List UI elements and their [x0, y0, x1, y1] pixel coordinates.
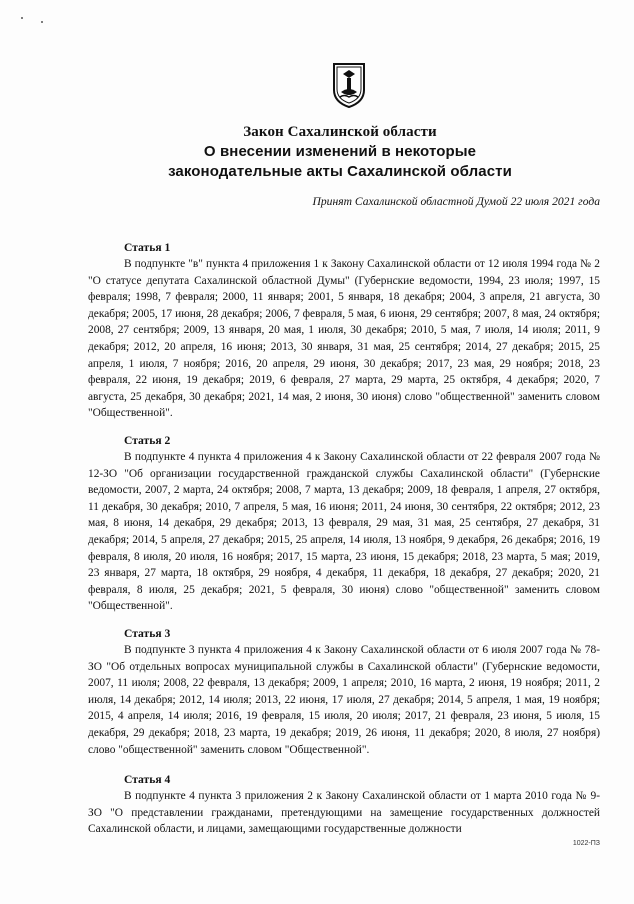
- article-text: В подпункте 4 пункта 4 приложения 4 к Закону Сахалинской области от 22 февраля 2007 года № 12-ЗО "Об организации государственной гражданской службы Сахалинской области" (Губернские ведомости, 2007, 2 марта, 24 октября; 2008, 7 марта, 13 декабря; 2009, 18 февраля, 1 апреля, 27 октября, 11 декабря, 30 декабря; 2010, 7 апреля, 5 мая, 16 июня; 2011, 24 июня, 30 сентября, 22 октября; 2012, 23 мая, 8 июня, 14 декабря, 29 декабря; 2013, 13 февраля, 29 мая, 31 мая, 25 сентября, 27 декабря, 31 декабря; 2014, 5 апреля, 27 декабря; 2015, 25 апреля, 14 июля, 13 ноября, 9 декабря, 26 декабря; 2016, 19 февраля, 8 июля, 20 июля, 16 ноября; 2017, 15 марта, 23 июня, 15 декабря; 2018, 23 марта, 5 мая; 2019, 23 января, 27 марта, 18 октября, 29 ноября, 4 декабря, 11 декабря, 18 декабря, 27 декабря; 2020, 21 февраля, 8 июля, 25 декабря; 2021, 5 февраля, 30 июня) слово "общественной" заменить словом "Общественной".: [88, 451, 600, 613]
- article-1: [88, 240, 600, 422]
- article-text: В подпункте 3 пункта 4 приложения 4 к Закону Сахалинской области от 6 июля 2007 года № 78-ЗО "Об отдельных вопросах муниципальной службы в Сахалинской области" (Губернские ведомости, 2007, 11 июля; 2008, 22 февраля, 13 декабря; 2009, 1 апреля; 2010, 16 марта, 2 июня, 19 ноября; 2011, 2 июля, 14 декабря; 2012, 14 июля; 2013, 22 июня, 17 июля, 27 декабря; 2014, 5 апреля, 1 мая, 19 ноября; 2015, 4 апреля, 14 июля; 2016, 19 февраля, 15 июля, 20 июля; 2017, 21 февраля, 23 июня, 5 июля, 15 декабря, 29 декабря; 2018, 23 марта, 19 декабря; 2019, 26 июня, 11 декабря; 2020, 8 июля, 27 ноября) слово "общественной" заменить словом "Общественной".: [88, 644, 600, 756]
- article-heading: Статья 1: [124, 241, 171, 254]
- article-text: В подпункте 4 пункта 3 приложения 2 к Закону Сахалинской области от 1 марта 2010 года № 9-ЗО "О представлении гражданами, претендующими на замещение государственных должностей Сахалинской области, и лицами, замещающими государственные должности: [88, 790, 600, 836]
- article-heading: Статья 2: [124, 434, 171, 447]
- adoption-note: Принят Сахалинской областной Думой 22 июля 2021 года: [312, 195, 600, 208]
- scan-speck: [41, 21, 43, 23]
- sakhalin-coat-of-arms-icon: [332, 62, 366, 108]
- article-4: [88, 772, 600, 838]
- article-heading: Статья 4: [124, 773, 171, 786]
- article-3: [88, 626, 600, 758]
- law-subtitle-line1: О внесении изменений в некоторые: [203, 143, 477, 160]
- document-code: 1022-ПЗ: [572, 840, 600, 847]
- scan-speck: [21, 17, 23, 19]
- article-heading: Статья 3: [124, 627, 171, 640]
- law-title: Закон Сахалинской области: [243, 124, 437, 140]
- article-text: В подпункте "в" пункта 4 приложения 1 к Закону Сахалинской области от 12 июля 1994 года № 2 "О статусе депутата Сахалинской областной Думы" (Губернские ведомости, 1994, 23 июля; 1997, 15 февраля; 1998, 7 февраля; 2000, 11 января; 2001, 5 января, 18 декабря; 2004, 3 апреля, 21 августа, 30 декабря; 2005, 17 июня, 28 декабря; 2006, 7 февраля, 5 мая, 6 июня, 29 сентября; 2007, 8 мая, 24 октября; 2008, 27 сентября; 2009, 13 января, 20 мая, 1 июля, 30 декабря; 2010, 5 мая, 7 июля, 14 июля; 2011, 9 декабря; 2012, 20 апреля, 16 июня; 2013, 30 января, 31 мая, 25 сентября; 2014, 27 декабря; 2015, 25 апреля, 1 июля, 7 ноября; 2016, 20 апреля, 29 июня, 30 декабря; 2017, 23 мая, 29 ноября; 2018, 23 февраля, 22 июня, 19 декабря; 2019, 6 февраля, 27 марта, 29 марта, 25 октября, 4 декабря; 2020, 7 августа, 25 декабря, 30 декабря; 2021, 14 мая, 2 июня, 30 июня) слово "общественной" заменить словом "Общественной".: [88, 258, 600, 420]
- article-2: [88, 433, 600, 615]
- law-subtitle-line2: законодательные акты Сахалинской области: [168, 163, 512, 180]
